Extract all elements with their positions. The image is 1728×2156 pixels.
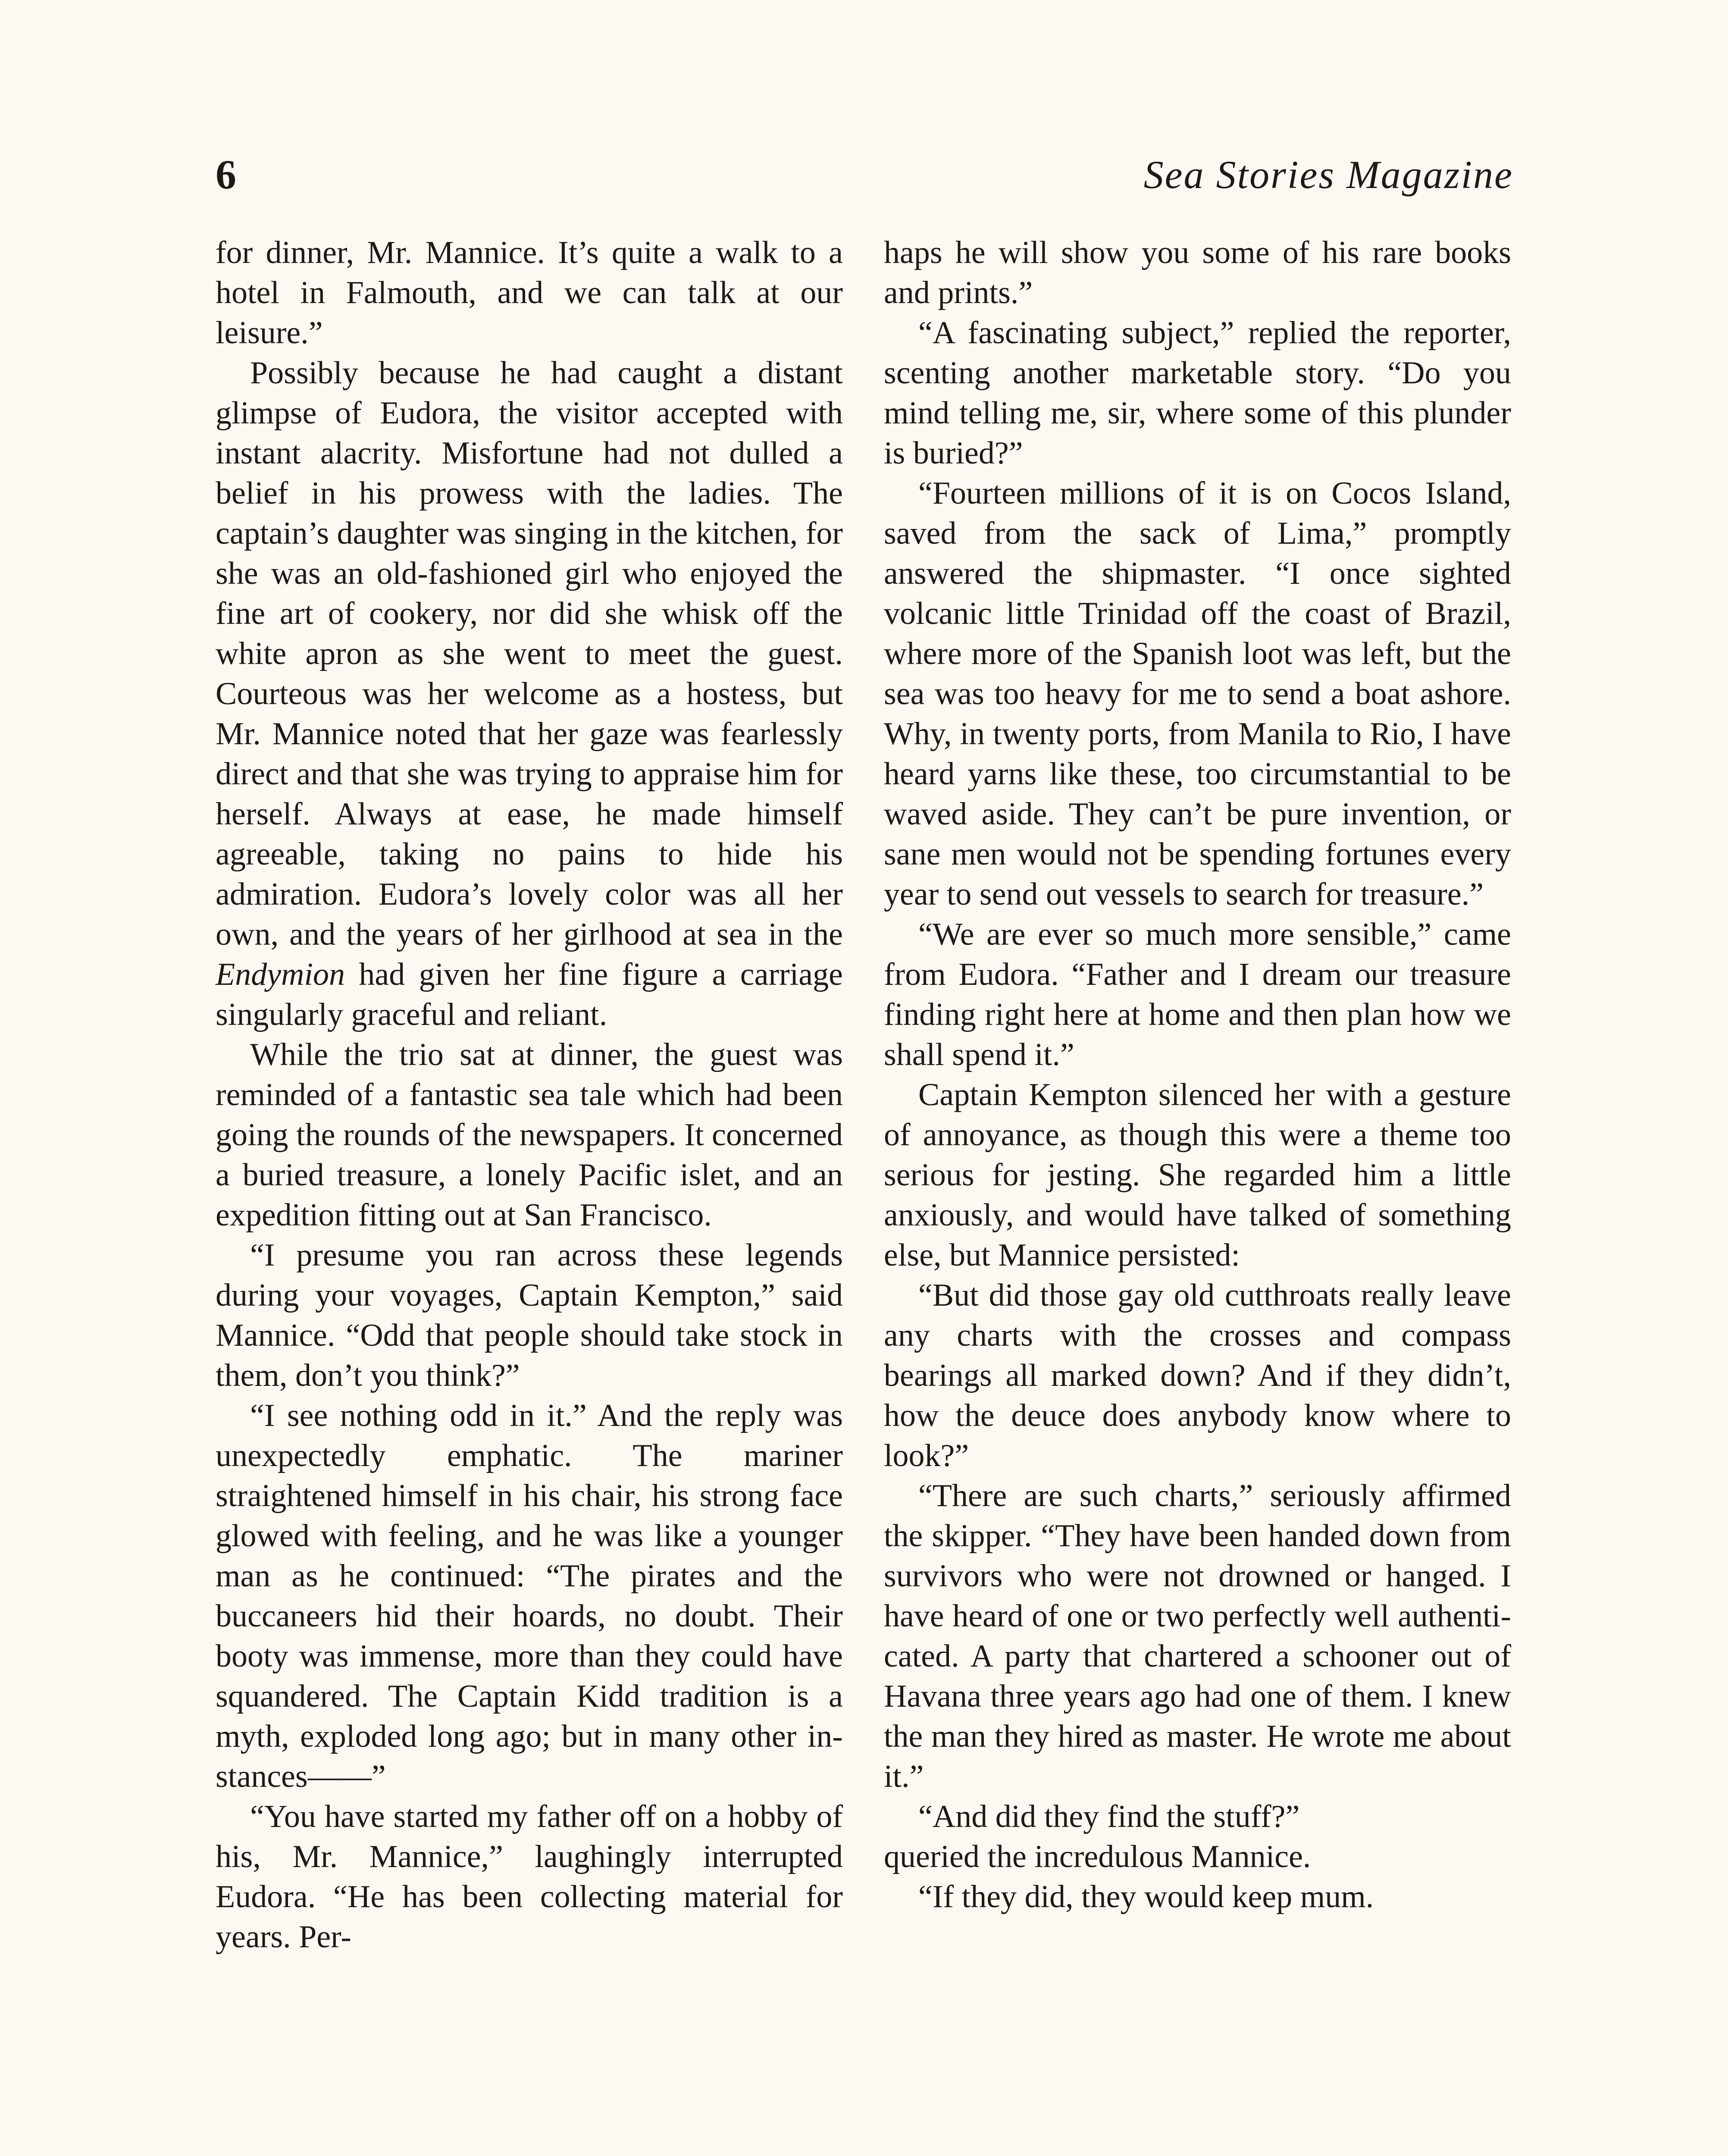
paragraph: queried the incredulous Mannice. [884,1839,1311,1874]
running-head [216,142,1513,207]
paragraph: “And did they find the stuff?” [918,1799,1300,1834]
paragraph: “But did those gay old cutthroats really leave any charts with the crosses and compass bearings all marked down? And if they didn’t, how the deuce does anybody know where to look?” [884,1278,1511,1473]
paragraph: “I presume you ran across these legends during your voyages, Captain Kempton,” said Mannice. “Odd that people should take stock in them, don’t you think?” [216,1238,843,1393]
paragraph: “You have started my father off on a hobby of his, Mr. Mannice,” laughingly interrupted Eudora. “He has been collecting material for years. Per- [216,1799,843,1955]
ship-name: Endymion [216,957,345,992]
paragraph: “We are ever so much more sensible,” came from Eudora. “Father and I dream our treasure finding right here at home and then plan how we shall spend it.” [884,917,1511,1072]
paragraph: “Fourteen millions of it is on Cocos Island, saved from the sack of Lima,” promptly answered the shipmaster. “I once sighted volcanic little Trinidad off the coast of Brazil, where more of the Spanish loot was left, but the sea was too heavy for me to send a boat ashore. Why, in twenty ports, from Manila to Rio, I have heard yarns like these, too circumstantial to be waved aside. They can’t be pure invention, or sane men would not be spending fortunes every year to send out vessels to search for treasure.” [884,476,1511,912]
paragraph: Captain Kempton silenced her with a gesture of annoyance, as though this were a theme too serious for jesting. She regarded him a little anxiously, and would have talked of something else, but Mannice persisted: [884,1077,1511,1273]
paragraph: “There are such charts,” seriously affirmed the skipper. “They have been handed down from survivors who were not drowned or hanged. I have heard of one or two perfectly well authenticated. A party that chartered a schooner out of Havana three years ago had one of them. I knew the man they hired as master. He wrote me about it.” [884,1478,1511,1794]
magazine-title: Sea Stories Magazine [1143,153,1513,197]
paragraph [216,353,843,1035]
paragraph-text: had given her fine figure a carriage singularly graceful and reliant. [216,957,843,1032]
paragraph: “A fascinating subject,” replied the reporter, scenting another marketable story. “Do you mind telling me, sir, where some of this plunder is buried?” [884,315,1511,471]
paragraph: haps he will show you some of his rare books and prints.” [884,235,1511,310]
paragraph-text: Possibly because he had caught a distant glimpse of Eudora, the visitor accepted with instant alacrity. Misfortune had not dulled a belief in his prowess with the ladies. The captain’s daughter was singing in the kitchen, for she was an old-fashioned girl who enjoyed the fine art of cookery, nor did she whisk off the white apron as she went to meet the guest. Courteous was her welcome as a hostess, but Mr. Mannice noted that her gaze was fearlessly direct and that she was trying to appraise him for herself. Always at ease, he made himself agreeable, taking no pains to hide his admiration. Eudora’s lovely color was all her own, and the years of her girlhood at sea in the [216,355,843,952]
paragraph: While the trio sat at dinner, the guest was reminded of a fantastic sea tale which had been going the rounds of the newspapers. It concerned a buried treasure, a lonely Pacific islet, and an expedition fitting out at San Francisco. [216,1037,843,1233]
paragraph: “If they did, they would keep mum. [918,1879,1374,1915]
right-column [884,233,1511,1917]
paragraph: for dinner, Mr. Mannice. It’s quite a walk to a hotel in Falmouth, and we can talk at our leisure.” [216,235,843,351]
left-column [216,233,843,1957]
paragraph: “I see nothing odd in it.” And the reply was unexpectedly emphatic. The mariner straightened himself in his chair, his strong face glowed with feeling, and he was like a younger man as he continued: “The pirates and the buccaneers hid their hoards, no doubt. Their booty was immense, more than they could have squandered. The Captain Kidd tradition is a myth, exploded long ago; but in many other instances——” [216,1398,843,1794]
page-number: 6 [216,151,236,197]
